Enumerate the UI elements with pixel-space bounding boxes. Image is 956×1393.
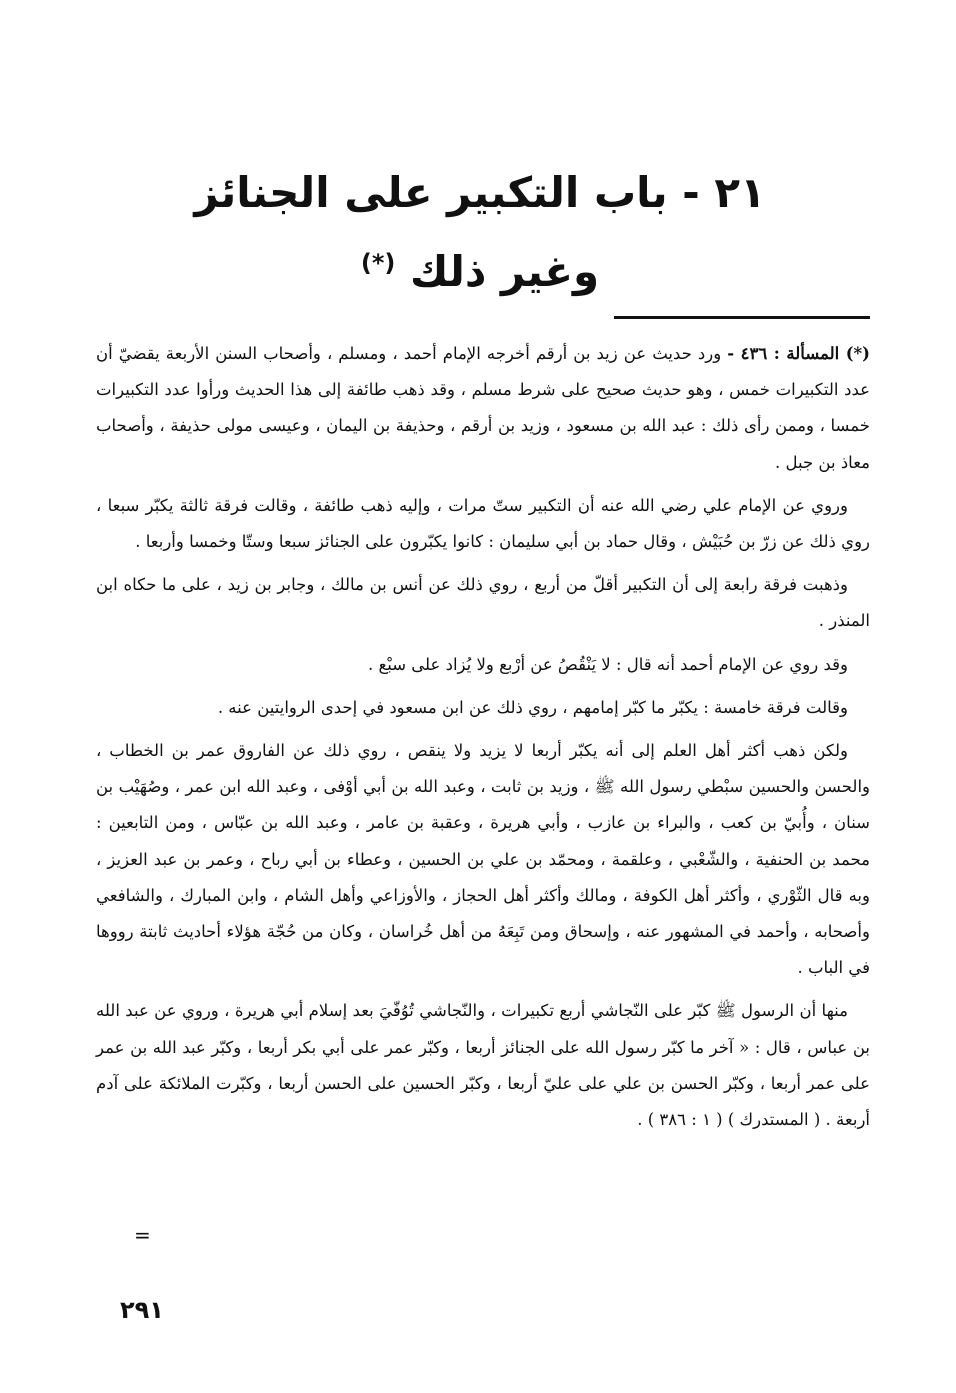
footnote-separator bbox=[614, 316, 870, 319]
continuation-mark: = bbox=[134, 1223, 151, 1247]
chapter-title-line-2-text: وغير ذلك bbox=[410, 247, 600, 296]
chapter-title-line-1: ٢١ - باب التكبير على الجنائز bbox=[194, 168, 766, 217]
footnote-paragraph-7: منها أن الرسول ﷺ كبّر على النّجاشي أربع تكبيرات ، والنّجاشي تُوُفّيَ بعد إسلام أبي هريرة ، وروي عن عبد الله بن عباس ، قال : « آخر ما كبّر رسول الله على الجنائز أربعا ، وكبّر عمر على أبي بكر أربعا ، وكبّر عبد الله بن عمر على عمر أربعا ، وكبّر الحسن بن علي على عليّ أربعا ، وكبّر الحسين على الحسن أربعا ، وكبّرت الملائكة على آدم أربعة . ( المستدرك ) ( ١ : ٣٨٦ ) . bbox=[96, 1001, 870, 1130]
footnote-paragraph-6: ولكن ذهب أكثر أهل العلم إلى أنه يكبّر أربعا لا يزيد ولا ينقص ، روي ذلك عن الفاروق عمر بن الخطاب ، والحسن والحسين سبْطي رسول الله ﷺ ، وزيد بن ثابت ، وعبد الله بن أبي أوْفى ، وعبد الله ابن عمر ، وصُهَيْب بن سنان ، وأُبيّ بن كعب ، والبراء بن عازب ، وأبي هريرة ، وعقبة بن عامر ، وعبد الله بن عبّاس ، ومن التابعين : محمد بن الحنفية ، والشّعْبي ، وعلقمة ، ومحمّد بن علي بن الحسين ، وعطاء بن أبي رباح ، وعمر بن عبد العزيز ، وبه قال الثّوْري ، وأكثر أهل الكوفة ، ومالك وأكثر أهل الحجاز ، والأوزاعي وأهل الشام ، وابن المبارك ، والشافعي وأصحابه ، وأحمد في المشهور عنه ، وإسحاق ومن تَبِعَهُ من أهل خُراسان ، وكان من حُجّة هؤلاء أحاديث ثابتة رووها في الباب . bbox=[96, 741, 870, 978]
footnote-paragraph-4: وقد روي عن الإمام أحمد أنه قال : لا يَنْقُصُ عن أرْبع ولا يُزاد على سبْع . bbox=[367, 654, 848, 674]
footnote-paragraph-1-text: ورد حديث عن زيد بن أرقم أخرجه الإمام أحمد ، ومسلم ، وأصحاب السنن الأربعة يقضيّ أن عدد التكبيرات خمس ، وهو حديث صحيح على شرط مسلم ، وقد ذهب طائفة إلى هذا الحديث ورأوا عدد التكبيرات خمسا ، وممن رأى ذلك : عبد الله بن مسعود ، وزيد بن أرقم ، وحذيفة بن اليمان ، وعيسى مولى حذيفة ، وأصحاب معاذ بن جبل . bbox=[96, 344, 870, 472]
footnote-paragraph-2: وروي عن الإمام علي رضي الله عنه أن التكبير ستّ مرات ، وإليه ذهب طائفة ، وقالت فرقة ثالثة يكبّر سبعا ، روي ذلك عن زرّ بن حُبَيْش ، وقال حماد بن أبي سليمان : كانوا يكبّرون على الجنائز سبعا وستّا وخمسا وأربعا . bbox=[96, 495, 870, 552]
chapter-title-line-2 bbox=[180, 228, 780, 307]
footnote-paragraph-1 bbox=[96, 336, 870, 481]
footnote-reference: (*) bbox=[360, 249, 396, 277]
footnote-text bbox=[96, 336, 870, 1145]
footnote-paragraph-3: وذهبت فرقة رابعة إلى أن التكبير أقلّ من أربع ، روي ذلك عن أنس بن مالك ، وجابر بن زيد ، على ما حكاه ابن المنذر . bbox=[96, 575, 870, 631]
chapter-title bbox=[180, 158, 780, 307]
page-number: ٢٩١ bbox=[120, 1296, 164, 1324]
footnote-marker: (*) المسألة : ٤٣٦ - bbox=[727, 344, 870, 363]
footnote-paragraph-5: وقالت فرقة خامسة : يكبّر ما كبّر إمامهم ، روي ذلك عن ابن مسعود في إحدى الروايتين عنه . bbox=[217, 697, 848, 717]
